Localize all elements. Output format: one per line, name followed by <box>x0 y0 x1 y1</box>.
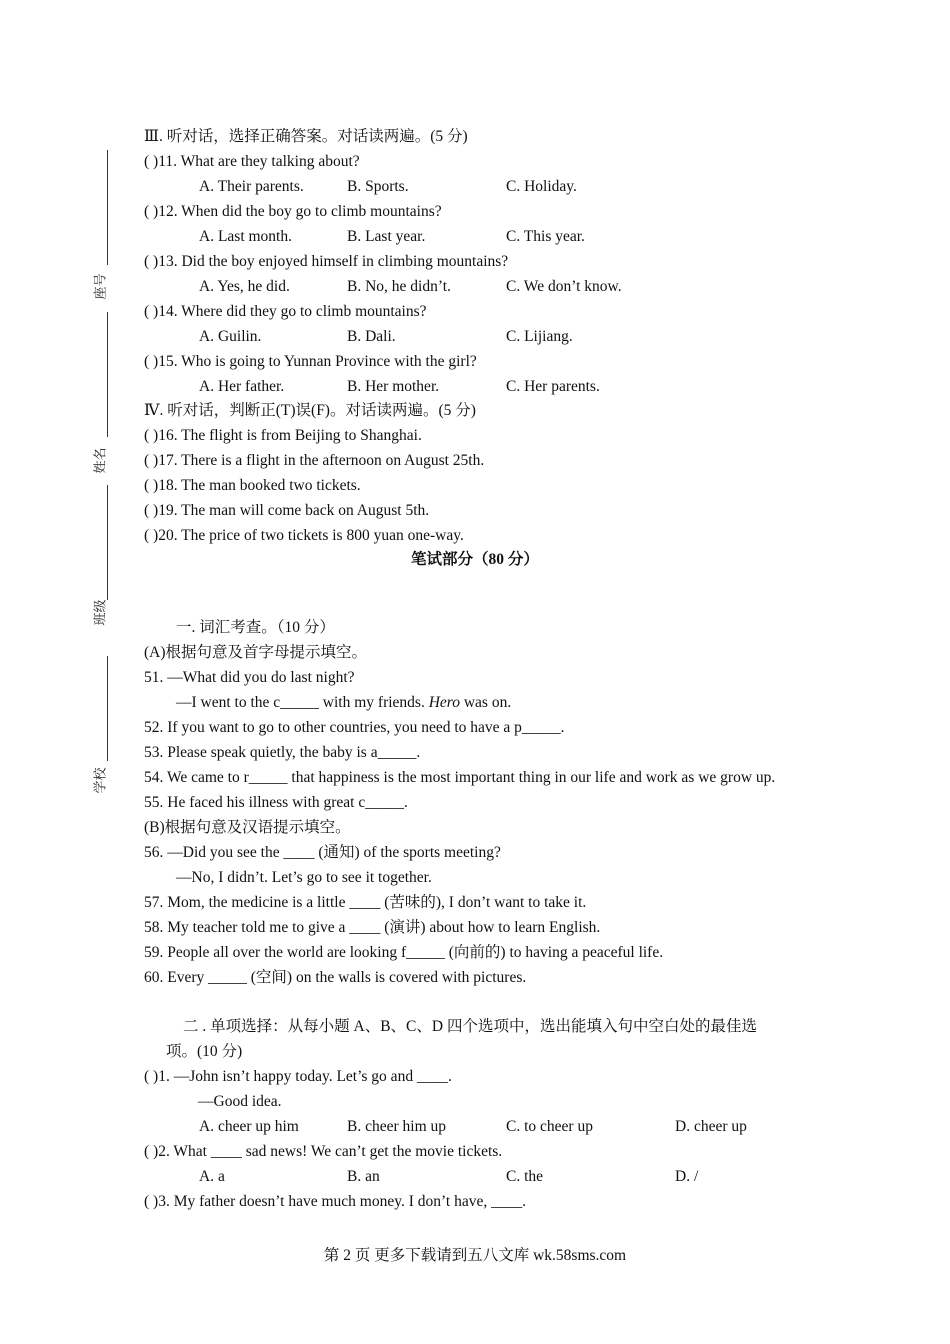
vocab-part-b: (B)根据句意及汉语提示填空。 <box>144 819 351 836</box>
choice-heading-line1: 二 . 单项选择：从每小题 A、B、C、D 四个选项中，选出能填入句中空白处的最佳选 <box>183 1018 757 1035</box>
q13-option-c: C. We don’t know. <box>506 278 622 295</box>
c2-option-a: A. a <box>199 1168 225 1185</box>
vocab-part-a: (A)根据句意及首字母提示填空。 <box>144 644 368 661</box>
q12-option-b: B. Last year. <box>347 228 426 245</box>
question-56b: —No, I didn’t. Let’s go to see it together. <box>176 869 432 886</box>
binding-line-1 <box>107 150 108 265</box>
q14-option-c: C. Lijiang. <box>506 328 573 345</box>
question-51b: —I went to the c_____ with my friends. Hero was on. <box>176 694 512 711</box>
c1-option-c: C. to cheer up <box>506 1118 593 1135</box>
question-57: 57. Mom, the medicine is a little ____ (苦味的), I don’t want to take it. <box>144 894 587 911</box>
vocab-heading: 一. 词汇考查。（10 分） <box>176 619 335 636</box>
item-20: ( )20. The price of two tickets is 800 yuan one-way. <box>144 527 464 544</box>
q15-option-a: A. Her father. <box>199 378 285 395</box>
binding-line-2 <box>107 312 108 437</box>
c1-option-b: B. cheer him up <box>347 1118 447 1135</box>
q14-option-b: B. Dali. <box>347 328 396 345</box>
q13-option-a: A. Yes, he did. <box>199 278 290 295</box>
choice-heading-line2: 项。(10 分) <box>166 1043 243 1060</box>
page-footer: 第 2 页 更多下载请到五八文库 wk.58sms.com <box>323 1247 627 1264</box>
question-51a: 51. —What did you do last night? <box>144 669 355 686</box>
choice-question-1-reply: —Good idea. <box>198 1093 282 1110</box>
question-53: 53. Please speak quietly, the baby is a_____. <box>144 744 421 761</box>
q11-option-a: A. Their parents. <box>199 178 304 195</box>
item-19: ( )19. The man will come back on August 5th. <box>144 502 430 519</box>
q11-option-c: C. Holiday. <box>506 178 577 195</box>
question-14: ( )14. Where did they go to climb mountains? <box>144 303 427 320</box>
question-56a: 56. —Did you see the ____ (通知) of the sports meeting? <box>144 844 501 861</box>
question-59: 59. People all over the world are looking f_____ (向前的) to having a peaceful life. <box>144 944 664 961</box>
section3-heading: Ⅲ. 听对话，选择正确答案。对话读两遍。(5 分) <box>144 128 468 145</box>
question-13: ( )13. Did the boy enjoyed himself in climbing mountains? <box>144 253 509 270</box>
question-12: ( )12. When did the boy go to climb mountains? <box>144 203 442 220</box>
q13-option-b: B. No, he didn’t. <box>347 278 451 295</box>
choice-question-1: ( )1. —John isn’t happy today. Let’s go and ____. <box>144 1068 452 1085</box>
c1-option-d: D. cheer up <box>675 1118 747 1135</box>
question-55: 55. He faced his illness with great c_____. <box>144 794 408 811</box>
question-15: ( )15. Who is going to Yunnan Province with the girl? <box>144 353 477 370</box>
question-58: 58. My teacher told me to give a ____ (演讲) about how to learn English. <box>144 919 601 936</box>
c2-option-d: D. / <box>675 1168 699 1185</box>
q15-option-c: C. Her parents. <box>506 378 600 395</box>
binding-line-4 <box>107 656 108 761</box>
question-60: 60. Every _____ (空间) on the walls is covered with pictures. <box>144 969 527 986</box>
binding-line-3 <box>107 485 108 600</box>
q14-option-a: A. Guilin. <box>199 328 262 345</box>
c1-option-a: A. cheer up him <box>199 1118 299 1135</box>
choice-question-2: ( )2. What ____ sad news! We can’t get the movie tickets. <box>144 1143 503 1160</box>
question-52: 52. If you want to go to other countries, you need to have a p_____. <box>144 719 565 736</box>
c2-option-c: C. the <box>506 1168 544 1185</box>
question-54: 54. We came to r_____ that happiness is the most important thing in our life and work as we grow up. <box>144 769 776 786</box>
choice-question-3: ( )3. My father doesn’t have much money. I don’t have, ____. <box>144 1193 526 1210</box>
q12-option-c: C. This year. <box>506 228 585 245</box>
item-18: ( )18. The man booked two tickets. <box>144 477 361 494</box>
q11-option-b: B. Sports. <box>347 178 409 195</box>
q12-option-a: A. Last month. <box>199 228 292 245</box>
item-16: ( )16. The flight is from Beijing to Shanghai. <box>144 427 422 444</box>
item-17: ( )17. There is a flight in the afternoon on August 25th. <box>144 452 485 469</box>
question-11: ( )11. What are they talking about? <box>144 153 360 170</box>
section4-heading: Ⅳ. 听对话，判断正(T)误(F)。对话读两遍。(5 分) <box>144 402 476 419</box>
c2-option-b: B. an <box>347 1168 380 1185</box>
written-part-title: 笔试部分（80 分） <box>411 551 539 568</box>
q15-option-b: B. Her mother. <box>347 378 440 395</box>
